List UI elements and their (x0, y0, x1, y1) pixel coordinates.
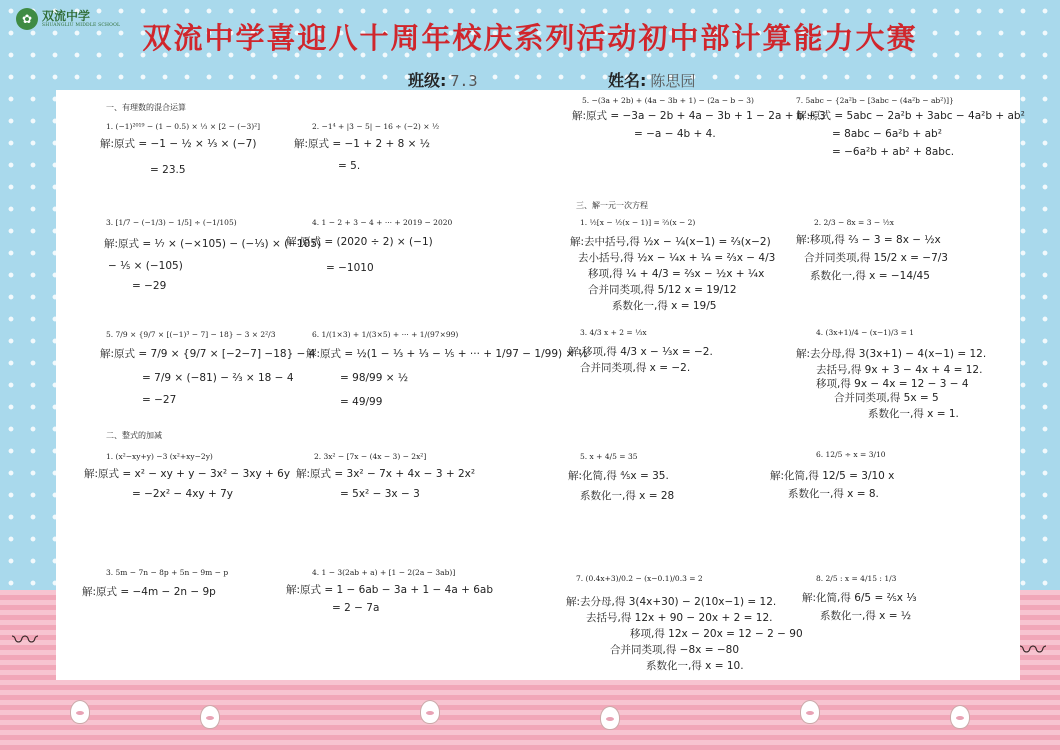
handwritten-answer: 系数化一,得 x = 19/5 (612, 300, 717, 312)
bunny-icon (600, 706, 620, 730)
handwritten-answer: 系数化一,得 x = 10. (646, 660, 744, 672)
name-field (608, 68, 695, 91)
handwritten-answer: = 98/99 × ½ (340, 372, 409, 384)
handwritten-answer: = −a − 4b + 4. (634, 128, 716, 140)
problem-text: 5. x + 4/5 = 35 (580, 452, 638, 461)
mustache-icon: 〰 (1020, 636, 1047, 666)
problem-text: 2. −1⁴ + |3 − 5| − 16 ÷ (−2) × ½ (312, 122, 440, 131)
problem-text: 1. ½[x − ½(x − 1)] = ⅔(x − 2) (580, 218, 696, 227)
handwritten-answer: 移项,得 9x − 4x = 12 − 3 − 4 (816, 378, 969, 390)
problem-text: 3. 4/3 x + 2 = ⅓x (580, 328, 647, 337)
handwritten-answer: = −1010 (326, 262, 374, 274)
section-heading: 二、整式的加减 (106, 431, 162, 440)
handwritten-answer: 解:原式 = 7/9 × {9/7 × [−2−7] −18} − 4 (100, 348, 316, 360)
handwritten-answer: 解:原式 = 1 − 6ab − 3a + 1 − 4a + 6ab (286, 584, 494, 596)
handwritten-answer: 解:原式 = ½(1 − ⅓ + ⅓ − ⅕ + ··· + 1/97 − 1/99) × ½ (306, 348, 588, 360)
handwritten-answer: 系数化一,得 x = −14/45 (810, 270, 930, 282)
handwritten-answer: = −27 (142, 394, 177, 406)
problem-text: 6. 1/(1×3) + 1/(3×5) + ··· + 1/(97×99) (312, 330, 459, 339)
handwritten-answer: = −29 (132, 280, 167, 292)
handwritten-answer: 去括号,得 12x + 90 − 20x + 2 = 12. (586, 612, 773, 624)
page-title: 双流中学喜迎八十周年校庆系列活动初中部计算能力大赛 (142, 21, 918, 55)
bunny-icon (70, 700, 90, 724)
handwritten-answer: 解:移项,得 4/3 x − ⅓x = −2. (568, 346, 713, 358)
handwritten-answer: 移项,得 ¼ + 4/3 = ⅔x − ½x + ¼x (588, 268, 765, 280)
handwritten-answer: 解:去分母,得 3(4x+30) − 2(10x−1) = 12. (566, 596, 777, 608)
handwritten-answer: 系数化一,得 x = 28 (580, 490, 675, 502)
handwritten-answer: = 23.5 (150, 164, 186, 176)
problem-text: 8. 2/5 : x = 4/15 : 1/3 (816, 574, 897, 583)
handwritten-answer: 解:化简,得 ⅘x = 35. (568, 470, 669, 482)
handwritten-answer: 解:原式 = (2020 ÷ 2) × (−1) (286, 236, 433, 248)
problem-text: 4. 1 − 2 + 3 − 4 + ··· + 2019 − 2020 (312, 218, 453, 227)
problem-text: 7. 5abc − {2a²b − [3abc − (4a²b − ab²)]} (796, 96, 954, 105)
handwritten-answer: 合并同类项,得 5x = 5 (834, 392, 939, 404)
handwritten-answer: 系数化一,得 x = 1. (868, 408, 959, 420)
answer-sheet (56, 90, 1025, 680)
handwritten-answer: 解:原式 = −3a − 2b + 4a − 3b + 1 − 2a + b + 3 (572, 110, 826, 122)
handwritten-answer: 解:去中括号,得 ½x − ¼(x−1) = ⅔(x−2) (570, 236, 771, 248)
problem-text: 4. 1 − 3(2ab + a) + [1 − 2(2a − 3ab)] (312, 568, 456, 577)
problem-text: 7. (0.4x+3)/0.2 − (x−0.1)/0.3 = 2 (576, 574, 703, 583)
bunny-icon (950, 705, 970, 729)
handwritten-answer: 移项,得 12x − 20x = 12 − 2 − 90 (630, 628, 803, 640)
handwritten-answer: 去括号,得 9x + 3 − 4x + 4 = 12. (816, 364, 983, 376)
handwritten-answer: 去小括号,得 ½x − ¼x + ¼ = ⅔x − 4/3 (578, 252, 776, 264)
problem-text: 1. (x²−xy+y) −3 (x²+xy−2y) (106, 452, 213, 461)
handwritten-answer: 系数化一,得 x = ½ (820, 610, 912, 622)
handwritten-answer: 解:原式 = ⅐ × (−×105) − (−⅓) × (−105) (104, 238, 322, 250)
handwritten-answer: 解:原式 = x² − xy + y − 3x² − 3xy + 6y (84, 468, 291, 480)
school-emblem-icon: ✿ (16, 8, 38, 30)
handwritten-answer: 解:原式 = −4m − 2n − 9p (82, 586, 216, 598)
name-label: 姓名: (608, 71, 647, 90)
bunny-icon (800, 700, 820, 724)
mustache-icon: 〰 (12, 626, 39, 656)
problem-text: 1. (−1)²⁰¹⁹ − (1 − 0.5) × ⅓ × [2 − (−3)²] (106, 122, 261, 131)
handwritten-answer: 合并同类项,得 −8x = −80 (610, 644, 739, 656)
handwritten-answer: 合并同类项,得 15/2 x = −7/3 (804, 252, 948, 264)
class-label: 班级: (408, 71, 447, 90)
problem-text: 2. 3x² − [7x − (4x − 3) − 2x²] (314, 452, 427, 461)
handwritten-answer: 系数化一,得 x = 8. (788, 488, 879, 500)
handwritten-answer: = 8abc − 6a²b + ab² (832, 128, 942, 140)
handwritten-answer: 解:去分母,得 3(3x+1) − 4(x−1) = 12. (796, 348, 987, 360)
handwritten-answer: 解:原式 = 3x² − 7x + 4x − 3 + 2x² (296, 468, 476, 480)
handwritten-answer: = 5. (338, 160, 361, 172)
handwritten-answer: 解:原式 = −1 − ½ × ⅓ × (−7) (100, 138, 257, 150)
problem-text: 6. 12/5 ÷ x = 3/10 (816, 450, 886, 459)
handwritten-answer: = 7/9 × (−81) − ⅔ × 18 − 4 (142, 372, 294, 384)
handwritten-answer: 解:移项,得 ⅔ − 3 = 8x − ½x (796, 234, 941, 246)
bunny-icon (420, 700, 440, 724)
handwritten-answer: 解:原式 = 5abc − 2a²b + 3abc − 4a²b + ab² (796, 110, 1025, 122)
bunny-icon (200, 705, 220, 729)
section-heading: 一、有理数的混合运算 (106, 103, 186, 112)
problem-text: 5. −(3a + 2b) + (4a − 3b + 1) − (2a − b − 3) (582, 96, 754, 105)
problem-text: 3. 5m − 7n − 8p + 5n − 9m − p (106, 568, 229, 577)
handwritten-answer: 解:原式 = −1 + 2 + 8 × ½ (294, 138, 430, 150)
handwritten-answer: = 49/99 (340, 396, 383, 408)
class-value: 7.3 (450, 72, 478, 90)
handwritten-answer: = −6a²b + ab² + 8abc. (832, 146, 955, 158)
handwritten-answer: = −2x² − 4xy + 7y (132, 488, 233, 500)
handwritten-answer: 合并同类项,得 x = −2. (580, 362, 691, 374)
problem-text: 2. 2/3 − 8x = 3 − ½x (814, 218, 895, 227)
handwritten-answer: 解:化简,得 12/5 = 3/10 x (770, 470, 895, 482)
handwritten-answer: − ⅕ × (−105) (108, 260, 183, 272)
problem-text: 5. 7/9 × {9/7 × [(−1)³ − 7] − 18} − 3 × 2²/3 (106, 330, 276, 339)
logo-chinese-name: 双流中学 (42, 9, 91, 23)
handwritten-answer: 合并同类项,得 5/12 x = 19/12 (588, 284, 737, 296)
problem-text: 4. (3x+1)/4 − (x−1)/3 = 1 (816, 328, 915, 337)
problem-text: 3. [1/7 − (−1/3) − 1/5] ÷ (−1/105) (106, 218, 237, 227)
name-value: 陈思园 (650, 72, 696, 90)
logo-english-name: SHUANGLIU MIDDLE SCHOOL (42, 23, 121, 28)
handwritten-answer: = 5x² − 3x − 3 (340, 488, 420, 500)
class-field (408, 68, 478, 91)
section-heading: 三、解一元一次方程 (576, 201, 648, 210)
handwritten-answer: = 2 − 7a (332, 602, 380, 614)
handwritten-answer: 解:化简,得 6/5 = ⅖x ⅓ (802, 592, 917, 604)
